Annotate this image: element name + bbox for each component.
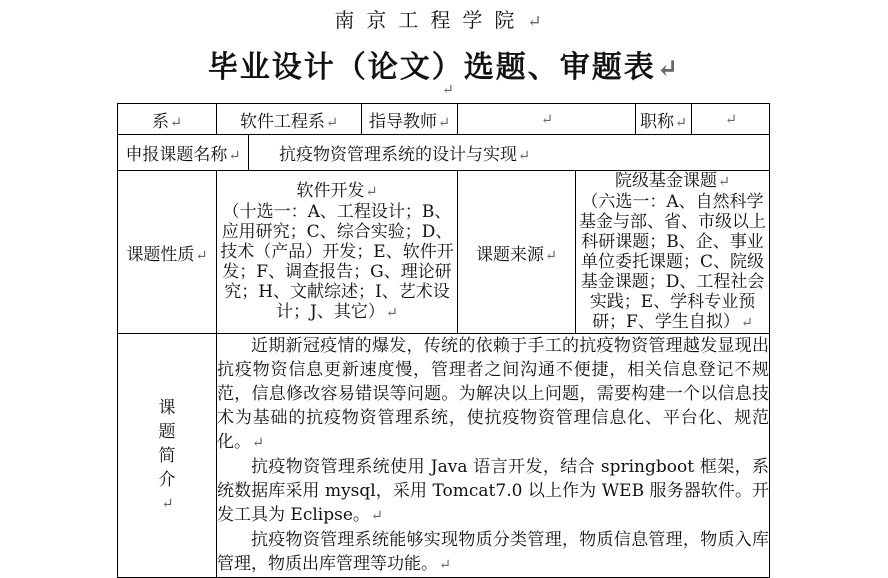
intro-paragraph: 抗疫物资管理系统使用 Java 语言开发，结合 springboot 框架，系统数据库采用 mysql，采用 Tomcat7.0 以上作为 WEB 服务器软件。开发工具为 Eclipse。↵	[217, 457, 770, 525]
intro-paragraph: 抗疫物资管理系统能够实现物质分类管理，物质信息管理，物质入库管理，物质出库管理等功能。↵	[217, 530, 770, 574]
paragraph-mark-icon: ↵	[385, 305, 398, 321]
nature-value-cell[interactable]: 软件开发↵ （十选一：A、工程设计；B、应用研究；C、综合实验；D、技术（产品）开发；E、软件开发；F、调查报告；G、理论研究；H、文献综述；I、艺术设计；J、其它）↵	[217, 171, 458, 334]
nature-label-cell: 课题性质↵	[118, 171, 217, 334]
rank-label-cell: 职称↵	[636, 104, 692, 135]
advisor-label-cell: 指导教师↵	[362, 104, 458, 135]
row-topic	[118, 135, 770, 171]
paragraph-mark-icon: ↵	[228, 148, 241, 164]
intro-text-cell[interactable]	[217, 334, 770, 578]
topic-label-cell: 申报课题名称↵	[118, 135, 249, 171]
paragraph-mark-icon: ↵	[365, 184, 378, 200]
source-value-cell[interactable]: 院级基金课题↵ （六选一：A、自然科学基金与部、省、市级以上科研课题；B、企、事业单位委托课题；C、院级基金课题；D、工程社会实践；E、学科专业预研；F、学生自拟）↵	[576, 171, 770, 334]
paragraph-mark-icon: ↵	[740, 315, 753, 331]
paragraph-mark-icon: ↵	[325, 114, 339, 131]
review-form-table	[117, 103, 770, 578]
paragraph-mark-icon: ↵	[437, 114, 451, 131]
paragraph-mark-icon: ↵	[724, 112, 738, 128]
paragraph-mark-icon: ↵	[717, 174, 731, 190]
paragraph-mark-icon: ↵	[527, 12, 554, 32]
rank-value-cell[interactable]	[692, 104, 770, 135]
row-nature-source	[118, 171, 770, 334]
paragraph-mark-icon: ↵	[195, 247, 208, 264]
paragraph-mark-icon: ↵	[161, 495, 174, 512]
paragraph-mark-icon: ↵	[370, 508, 383, 524]
school-name: 南京工程学院↵	[334, 8, 554, 32]
row-intro	[118, 334, 770, 578]
paragraph-mark-icon: ↵	[169, 114, 183, 131]
paragraph-mark-icon: ↵	[540, 112, 554, 128]
paragraph-mark-icon: ↵	[518, 148, 531, 164]
row-dept	[118, 104, 770, 135]
paragraph-mark-icon: ↵	[674, 114, 688, 131]
dept-value-cell[interactable]: 软件工程系↵	[217, 104, 362, 135]
paragraph-mark-icon: ↵	[442, 82, 454, 98]
intro-label-cell: 课 题 简 介 ↵	[118, 334, 217, 578]
source-label-cell: 课题来源↵	[458, 171, 576, 334]
dept-label-cell: 系↵	[118, 104, 217, 135]
paragraph-mark-icon: ↵	[544, 247, 558, 264]
intro-paragraph: 近期新冠疫情的爆发，传统的依赖于手工的抗疫物资管理越发显现出抗疫物资信息更新速度慢，管理者之间沟通不便捷，相关信息登记不规范，信息修改容易错误等问题。为解决以上问题，需要构建一个以信息技术为基础的抗疫物资管理系统，使抗疫物资管理信息化、平台化、规范化。↵	[217, 336, 770, 452]
topic-value-cell[interactable]: 抗疫物资管理系统的设计与实现↵	[249, 135, 770, 171]
paragraph-mark-icon: ↵	[252, 435, 265, 451]
paragraph-mark-icon: ↵	[439, 557, 452, 573]
paragraph-mark-icon: ↵	[656, 54, 681, 84]
form-title: 毕业设计（论文）选题、审题表↵	[207, 50, 681, 85]
advisor-value-cell[interactable]	[458, 104, 636, 135]
